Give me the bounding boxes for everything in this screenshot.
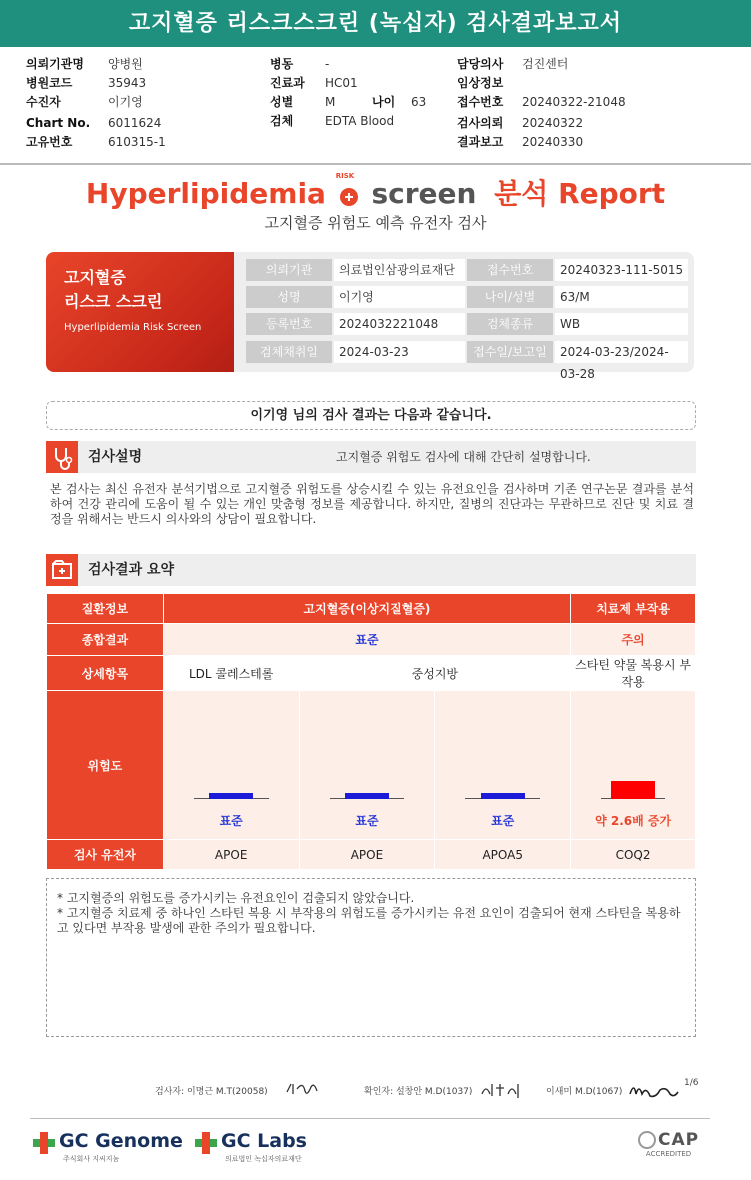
gc-labs-logo (195, 1130, 307, 1164)
risk-cell (299, 691, 435, 840)
risk-bar (209, 793, 253, 799)
info-value: 20240322-21048 (522, 95, 626, 109)
info-value: M (325, 95, 336, 109)
risk-cell (571, 691, 696, 840)
section-summary-header (46, 554, 696, 586)
medical-folder-icon (46, 554, 78, 586)
cap-logo (638, 1130, 699, 1158)
banner-line1: 고지혈증 (64, 268, 126, 287)
gc-genome-name: GC Genome (59, 1130, 183, 1152)
gc-genome-logo (33, 1130, 183, 1164)
info-value: - (325, 57, 330, 71)
info-label: 검체 (270, 114, 294, 128)
info-label: 결과보고 (457, 135, 504, 149)
gene-name: APOE (163, 840, 299, 870)
grey-value: 20240323-111-5015 (555, 259, 688, 281)
info-label: 병원코드 (26, 76, 73, 90)
info-value: 20240330 (522, 135, 584, 149)
grey-value: 63/M (555, 286, 688, 308)
risk-label: 표준 (219, 814, 243, 828)
info-value: 검진센터 (522, 57, 569, 71)
header-divider (0, 163, 751, 165)
note-line: * 고지혈증 치료제 중 하나인 스타틴 복용 시 부작용의 위험도를 증가시키는 유전 요인이 검출되어 현재 스타틴을 복용하고 있다면 부작용 발생에 관한 주의가 필요합니다. (57, 906, 681, 935)
info-value: 6011624 (108, 116, 162, 130)
info-value: HC01 (325, 76, 358, 90)
stethoscope-icon (46, 441, 78, 473)
results-table (46, 593, 696, 870)
brand-part3: 분석 Report (494, 177, 666, 210)
banner-line3: Hyperlipidemia Risk Screen (64, 322, 202, 333)
patient-info-box (234, 252, 694, 381)
grey-label: 나이/성별 (467, 286, 553, 308)
brand-risk: RISK (335, 172, 355, 180)
gc-labs-name: GC Labs (221, 1130, 307, 1152)
gc-cross-icon (33, 1132, 55, 1154)
product-banner (46, 252, 234, 372)
doctor-signature (628, 1080, 680, 1102)
result-intro: 이기영 님의 검사 결과는 다음과 같습니다. (46, 401, 696, 430)
header-gene: 검사 유전자 (47, 840, 164, 870)
grey-label: 성명 (246, 286, 332, 308)
grey-label: 접수번호 (467, 259, 553, 281)
info-value: EDTA Blood (325, 114, 395, 128)
info-label: 검사의뢰 (457, 116, 504, 130)
confirmer-signature (480, 1080, 524, 1104)
info-label: 성별 (270, 95, 294, 109)
info-label: 수진자 (26, 95, 61, 109)
info-label: Chart No. (26, 116, 91, 130)
gene-name: APOE (299, 840, 435, 870)
gene-name: COQ2 (571, 840, 696, 870)
info-value: 63 (411, 95, 427, 109)
subtitle: 고지혈증 위험도 예측 유전자 검사 (264, 214, 487, 232)
header-disease-value: 고지혈증(이상지질혈증) (163, 594, 570, 624)
section-explanation-header (46, 441, 696, 473)
risk-label: 표준 (355, 814, 379, 828)
risk-icon (335, 172, 362, 208)
footer-divider (30, 1118, 710, 1119)
note-line: * 고지혈증의 위험도를 증가시키는 유전요인이 검출되지 않았습니다. (57, 891, 415, 905)
tester-signature (285, 1080, 325, 1102)
info-label: 임상정보 (457, 76, 504, 90)
detail-triglyceride: 중성지방 (299, 656, 571, 691)
grey-value: 2024-03-23 (334, 341, 465, 363)
detail-ldl: LDL 콜레스테롤 (163, 656, 299, 691)
confirmer-label: 확인자: 설창안 M.D(1037) (364, 1087, 473, 1097)
grey-value: WB (555, 313, 688, 335)
page-number: 1/6 (684, 1078, 699, 1088)
section-summary-title: 검사결과 요약 (88, 562, 175, 578)
risk-bar (611, 781, 655, 799)
info-label: 담당의사 (457, 57, 504, 71)
info-value: 610315-1 (108, 135, 166, 149)
section-explanation-title: 검사설명 (88, 449, 143, 465)
detail-statin: 스타틴 약물 복용시 부작용 (571, 656, 696, 691)
risk-cell (163, 691, 299, 840)
header-side-effect: 치료제 부작용 (571, 594, 696, 624)
notes-box (46, 878, 696, 1037)
brand-part1: Hyperlipidemia (85, 177, 326, 210)
section-explanation-desc: 고지혈증 위험도 검사에 대해 간단히 설명합니다. (336, 450, 591, 464)
tester-label: 검사자: 이명근 M.T(20058) (155, 1087, 268, 1097)
grey-label: 등록번호 (246, 313, 332, 335)
doctor-label: 이새미 M.D(1067) (546, 1087, 623, 1097)
info-label: 나이 (372, 95, 396, 109)
info-label: 병동 (270, 57, 294, 71)
grey-label: 검체종류 (467, 313, 553, 335)
gc-cross-icon (195, 1132, 217, 1154)
grey-value: 이기영 (334, 286, 465, 308)
info-value: 20240322 (522, 116, 584, 130)
gc-labs-sub: 의료법인 녹십자의료재단 (225, 1154, 302, 1163)
header-overall: 종합결과 (47, 624, 164, 656)
gc-genome-sub: 주식회사 지씨지놈 (63, 1154, 120, 1163)
info-value: 35943 (108, 76, 147, 90)
explanation-text: 본 검사는 최신 유전자 분석기법으로 고지혈증 위험도를 상승시킬 수 있는 유전요인을 검사하며 기존 연구논문 결과를 분석하여 건강 관리에 도움이 될 수 있는 개인 맞춤형 정보를 제공합니다. 하지만, 질병의 진단과는 무관하므로 진단 및 치료 결정을 위해서는 반드시 의사와의 상담이 필요합니다. (50, 482, 694, 526)
info-value: 이기영 (108, 95, 143, 109)
overall-main-result: 표준 (163, 624, 570, 656)
info-label: 고유번호 (26, 135, 73, 149)
risk-cell (435, 691, 571, 840)
grey-value: 2024032221048 (334, 313, 465, 335)
risk-label: 표준 (491, 814, 515, 828)
risk-bar (345, 793, 389, 799)
grey-label: 검체채취일 (246, 341, 332, 363)
info-label: 진료과 (270, 76, 305, 90)
grey-value: 2024-03-23/2024-03-28 (555, 341, 688, 363)
grey-value: 의료법인삼광의료재단 (334, 259, 465, 281)
grey-label: 의뢰기관 (246, 259, 332, 281)
cap-sub: ACCREDITED (645, 1150, 692, 1158)
cap-name: CAP (658, 1130, 700, 1150)
risk-label: 약 2.6배 증가 (595, 814, 672, 828)
info-label: 의뢰기관명 (26, 57, 84, 71)
report-title: 고지혈증 리스크스크린 (녹십자) 검사결과보고서 (0, 0, 751, 47)
overall-side-result: 주의 (571, 624, 696, 656)
risk-bar (481, 793, 525, 799)
info-value: 양병원 (108, 57, 143, 71)
banner-line2: 리스크 스크린 (64, 292, 163, 311)
grey-label: 접수일/보고일 (467, 341, 553, 363)
header-disease: 질환정보 (47, 594, 164, 624)
cap-seal-icon (638, 1131, 656, 1149)
brand-title (0, 172, 751, 212)
gene-name: APOA5 (435, 840, 571, 870)
header-detail: 상세항목 (47, 656, 164, 691)
header-risk: 위험도 (47, 691, 164, 840)
brand-part2: screen (371, 177, 477, 210)
info-label: 접수번호 (457, 95, 504, 109)
